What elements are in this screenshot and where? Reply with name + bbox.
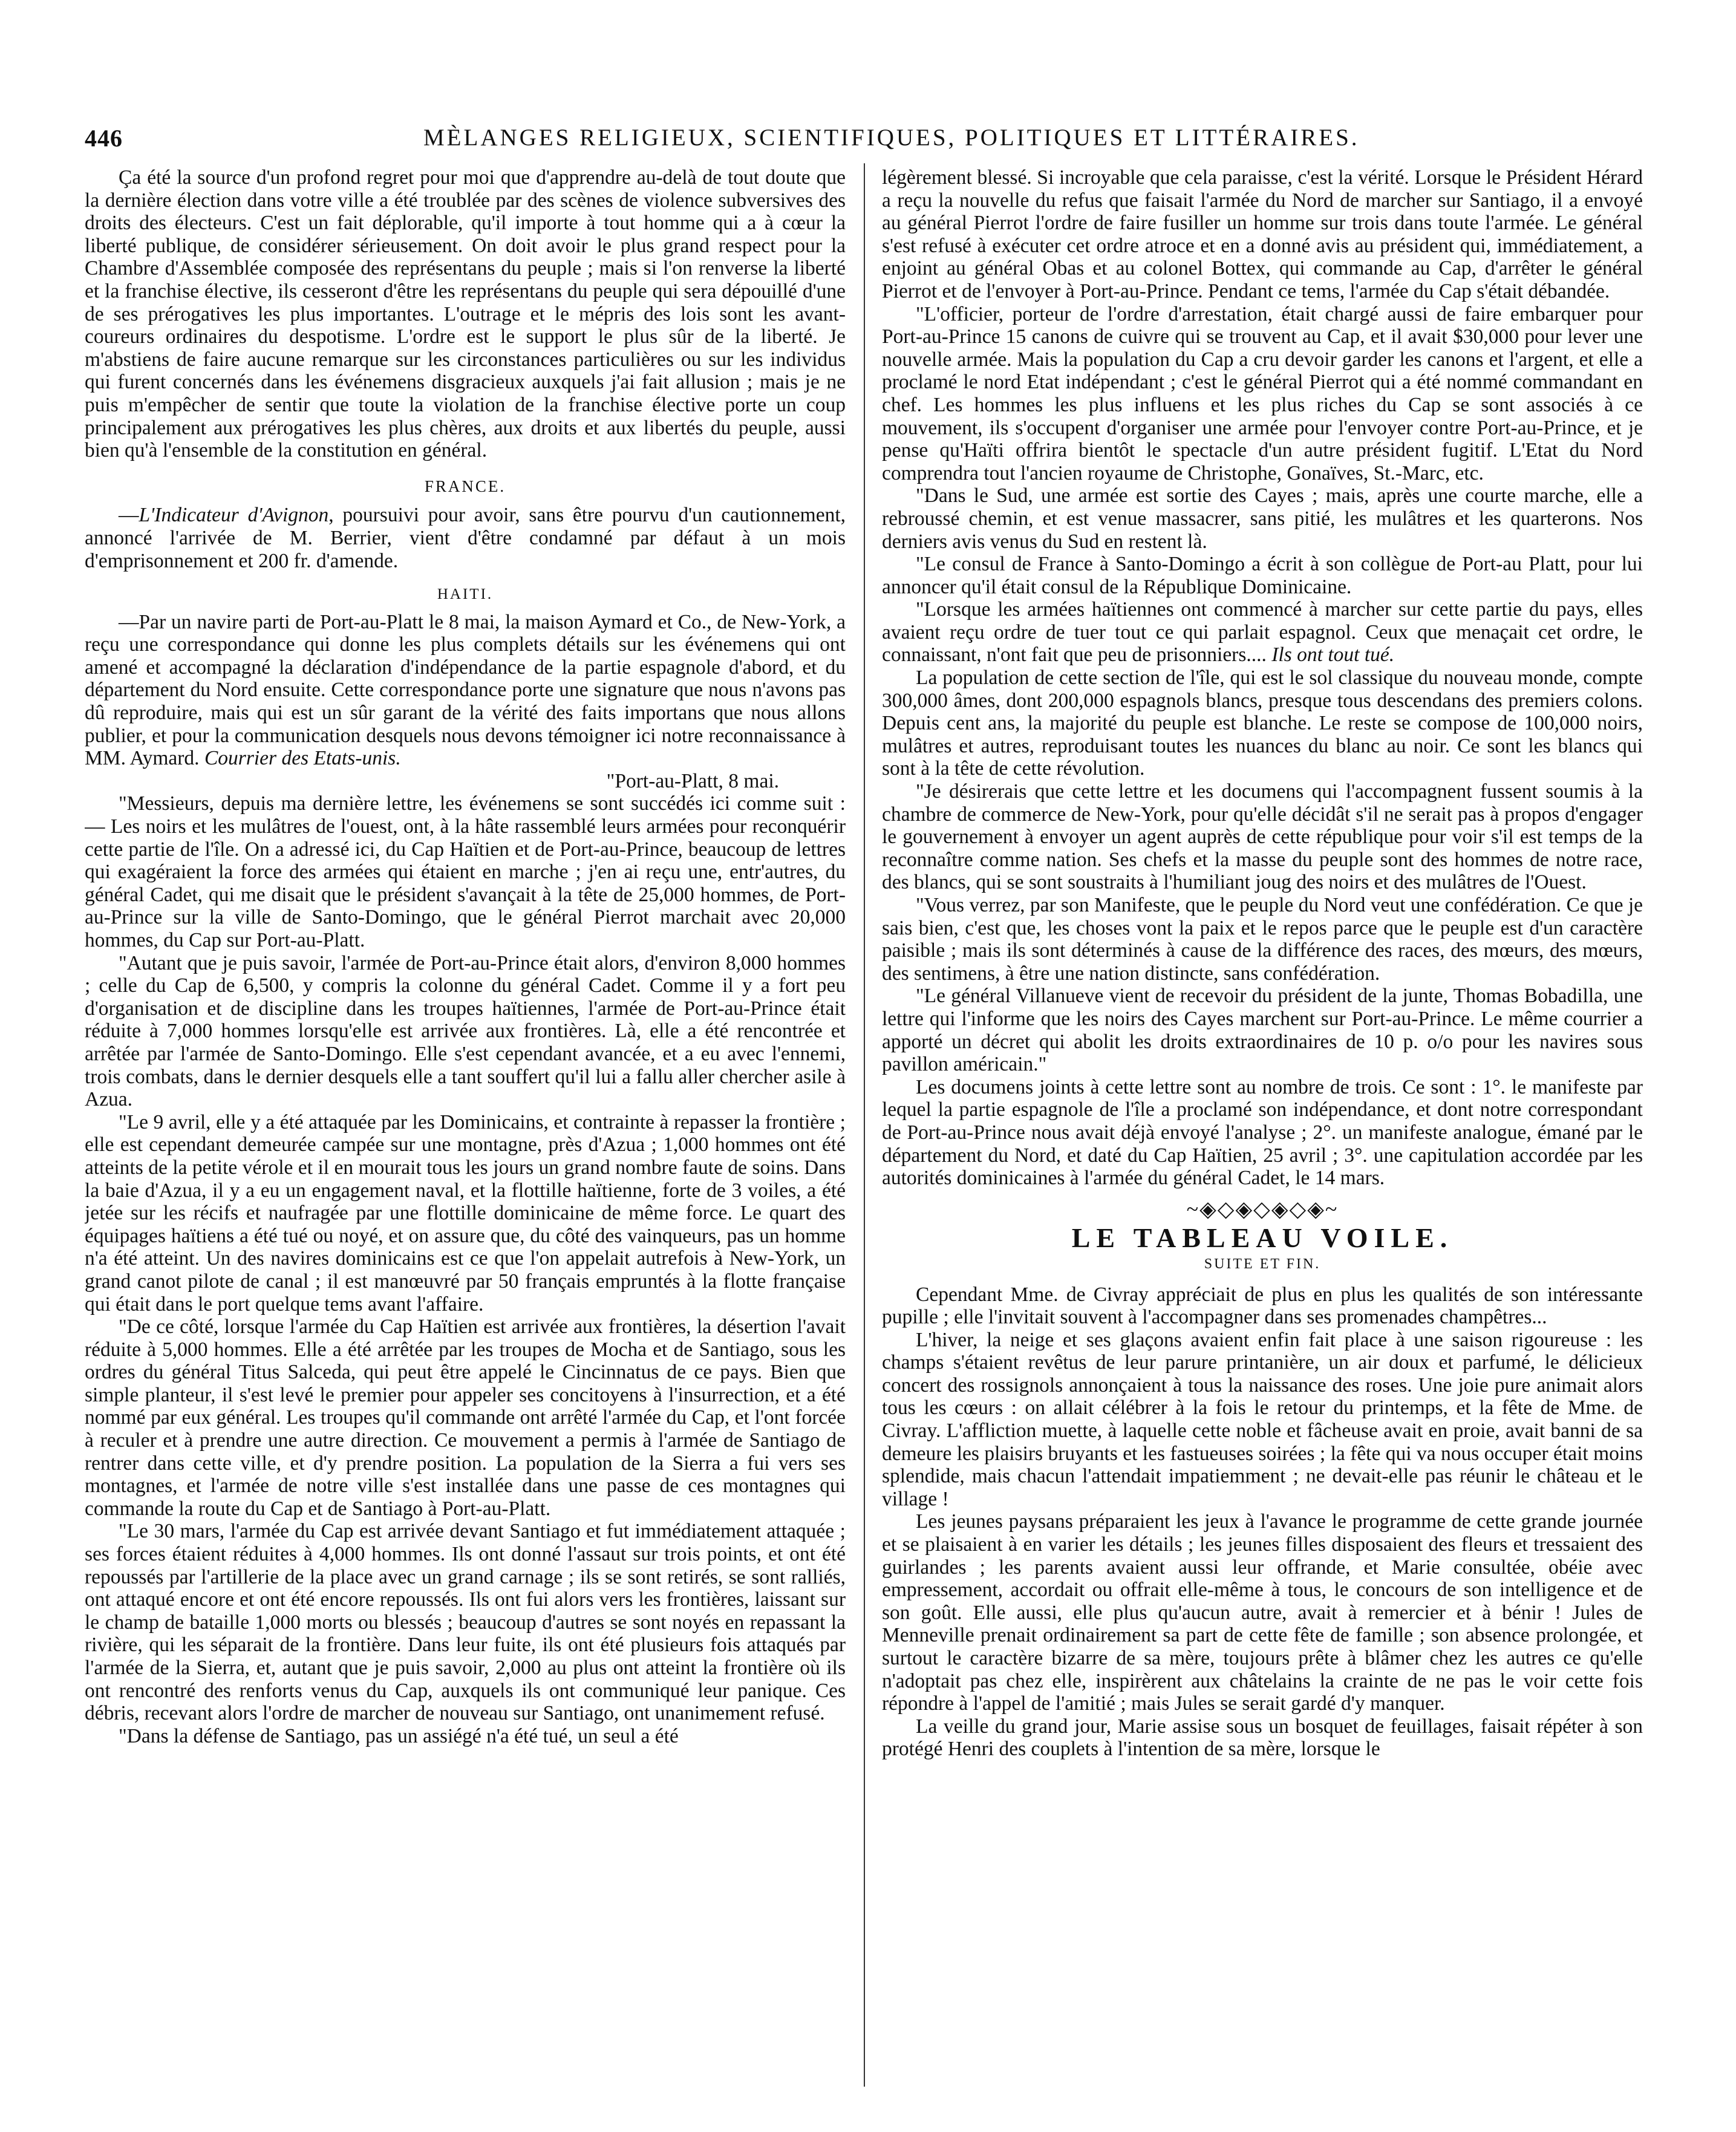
haiti-intro-text: —Par un navire parti de Port-au-Platt le 8 mai, la maison Aymard et Co., de New-York, a reçu une correspondance qui donne les plus complets détails sur les événemens qui ont amené et accompagné la déclaration d'indépendance de la partie espagnole d'abord, et du département du Nord ensuite. Cette correspondance porte une signature que nous n'avons pas dû reproduire, mais qui est un sûr garant de la vérité des faits importans que nous allons publier, et pour la communication desquels nous devons témoigner ici notre reconnaissance à MM. Aymard.: [85, 610, 846, 770]
letter-paragraph: "Le consul de France à Santo-Domingo a écrit à son collègue de Port-au Platt, pour lui annoncer qu'il était consul de la République Dominicaine.: [882, 553, 1643, 598]
page-number: 446: [85, 125, 123, 152]
story-subtitle: SUITE ET FIN.: [1204, 1256, 1321, 1272]
france-text: , poursuivi pour avoir, sans être pourvu d'un cautionnement, annoncé l'arrivée de M. Berrier, vient d'être condamné par défaut à un mois d'emprisonnement et 200 fr. d'amende.: [85, 504, 846, 572]
letter-paragraph: "Vous verrez, par son Manifeste, que le peuple du Nord veut une confédération. Ce que je sais bien, c'est que, les choses vont la paix et le repos parce que le peuple est d'un caractère paisible ; mais ils sont déterminés à cause de la différence des races, des mœurs, des mœurs, des sentimens, à être une nation distincte, sans confédération.: [882, 894, 1643, 985]
italic-phrase: Ils ont tout tué.: [1271, 644, 1395, 667]
page-header: [85, 124, 1645, 158]
column-divider: [864, 163, 865, 2087]
letter-paragraph: "Je désirerais que cette lettre et les documens qui l'accompagnent fussent soumis à la chambre de commerce de New-York, pour qu'elle décidât s'il ne serait pas à propos d'engager le gouvernement à envoyer un agent auprès de cette république pour voir s'il est temps de la reconnaître comme nation. Ses chefs et la masse du peuple sont des hommes de notre race, des blancs, qui se sont soustraits à l'humiliant joug des noirs et des mulâtres de l'Ouest.: [882, 780, 1643, 894]
letter-paragraph: [882, 598, 1643, 667]
article-paragraph: Les documens joints à cette lettre sont au nombre de trois. Ce sont : 1°. le manifeste par lequel la partie espagnole de l'île a proclamé son indépendance, et dont notre correspondant de Port-au-Prince nous avait déjà envoyé l'analyse ; 2°. un manifeste analogue, émané par le département du Nord, et daté du Cap Haïtien, 25 avril ; 3°. une capitulation accordée par les autorités dominicaines à l'armée du général Cadet, le 14 mars.: [882, 1075, 1643, 1190]
dateline: "Port-au-Platt, 8 mai.: [606, 769, 779, 792]
letter-text: "Lorsque les armées haïtiennes ont commencé à marcher sur cette partie du pays, elles avaient reçu ordre de tuer tout ce qui parlait espagnol. Ceux que menaçait cet ordre, le connaissant, n'ont fait que peu de prisonniers....: [882, 598, 1643, 667]
letter-paragraph: légèrement blessé. Si incroyable que cela paraisse, c'est la vérité. Lorsque le Président Hérard a reçu la nouvelle du refus que faisait l'armée du Nord de marcher sur Santiago, il a envoyé au général Pierrot l'ordre de faire fusiller un homme sur trois dans toute l'armée. Le général s'est refusé à exécuter cet ordre atroce et en a donné avis au président qui, immédiatement, a enjoint au général Obas et au colonel Bottex, qui commande au Cap, d'arrêter le général Pierrot et de l'envoyer à Port-au-Prince. Pendant ce tems, l'armée du Cap s'était débandée.: [882, 166, 1643, 302]
section-heading-france: FRANCE.: [424, 477, 506, 495]
section-heading-haiti: HAITI.: [437, 586, 494, 603]
right-column: [882, 166, 1643, 2090]
letter-paragraph: "L'officier, porteur de l'ordre d'arrestation, était chargé aussi de faire embarquer pour Port-au-Prince 15 canons de cuivre qui se trouvent au Cap, et il avait $30,000 pour lever une nouvelle armée. Mais la population du Cap a cru devoir garder les canons et l'argent, et elle a proclamé le nord Etat indépendant ; c'est le général Pierrot qui a été nommé commandant en chef. Les hommes les plus influens et les plus riches du Cap se sont associés à ce mouvement, ils s'occupent d'organiser une armée pour l'envoyer contre Port-au-Prince, et je pense qu'Haïti offrira bientôt le spectacle d'un autre président fugitif. L'Etat du Nord comprendra tout l'ancien royaume de Christophe, Gonaïves, St.-Marc, etc.: [882, 302, 1643, 484]
article-paragraph: La population de cette section de l'île, qui est le sol classique du nouveau monde, compte 300,000 âmes, dont 200,000 espagnols blancs, presque tous descendans des premiers colons. Depuis cent ans, la majorité du peuple est blanche. Le reste se compose de 100,000 noirs, mulâtres et autres, reproduisant toutes les nuances du blanc au noir. Ce sont les blancs qui sont à la tête de cette révolution.: [882, 667, 1643, 780]
running-title: MÈLANGES RELIGIEUX, SCIENTIFIQUES, POLITIQUES ET LITTÉRAIRES.: [423, 125, 1360, 151]
story-title: LE TABLEAU VOILE.: [1071, 1222, 1454, 1254]
left-column: [85, 166, 846, 2090]
letter-paragraph: "De ce côté, lorsque l'armée du Cap Haïtien est arrivée aux frontières, la désertion l'avait réduite à 5,000 hommes. Elle a été arrêtée par les troupes de Mocha et de Santiago, sous les ordres du général Titus Salceda, qui peut être appelé le Cincinnatus de ce pays. Bien que simple planteur, il s'est levé le premier pour appeler ses concitoyens à l'insurrection, et a été nommé par eux général. Les troupes qu'il commande ont arrêté l'armée du Cap, et l'ont forcée à reculer et à prendre une autre direction. Ce mouvement a permis à l'armée de Santiago de rentrer dans cette ville, et d'y prendre position. La population de la Sierra a fui vers ses montagnes, et l'armée de notre ville s'est installée dans une passe de ces montagnes qui commande la route du Cap et de Santiago à Port-au-Platt.: [85, 1315, 846, 1520]
story-paragraph: L'hiver, la neige et ses glaçons avaient enfin fait place à une saison rigoureuse : les champs s'étaient revêtus de leur parure printanière, un air doux et parfumé, le délicieux concert des rossignols annonçaient à tous la naissance des roses. Une joie pure animait alors tous les cœurs : on allait célébrer à la fois le retour du printemps, et la fête de Mme. de Civray. L'affliction muette, à laquelle cette noble et fâcheuse avait en proie, avait banni de sa demeure les plaisirs bruyants et les fastueuses soirées ; la fête qui va nous occuper était moins splendide, mais chacun l'attendait impatiemment ; ne devait-elle pas réunir le château et le village !: [882, 1328, 1643, 1510]
letter-paragraph: "Le 9 avril, elle y a été attaquée par les Dominicains, et contrainte à repasser la frontière ; elle est cependant demeurée campée sur une montagne, près d'Azua ; 1,000 hommes ont été atteints de la petite vérole et il en mourait tous les jours un grand nombre faute de soins. Dans la baie d'Azua, il y a eu un engagement naval, et la flottille haïtienne, forte de 3 voiles, a été jetée sur les récifs et naufragée par une flottille dominicaine de même force. Le quart des équipages haïtiens a été tué ou noyé, et on assure que, du côté des vainqueurs, pas un homme n'a été atteint. Un des navires dominicains est ce que l'on appelait autrefois à New-York, un grand canot pilote de canal ; il est manœuvré par 50 français empruntés à la flotte française qui était dans le port quelque tems avant l'affaire.: [85, 1110, 846, 1315]
journal-name: L'Indicateur d'Avignon: [139, 504, 329, 527]
france-article: —L'Indicateur d'Avignon, poursuivi pour avoir, sans être pourvu d'un cautionnement, annoncé l'arrivée de M. Berrier, vient d'être condamné par défaut à un mois d'emprisonnement et 200 fr. d'amende.: [85, 504, 846, 572]
haiti-intro: [85, 611, 846, 770]
story-paragraph: Cependant Mme. de Civray appréciait de plus en plus les qualités de son intéressante pupille ; elle l'invitait souvent à l'accompagner dans ses promenades champêtres...: [882, 1283, 1643, 1329]
letter-paragraph: "Messieurs, depuis ma dernière lettre, les événemens se sont succédés ici comme suit : — Les noirs et les mulâtres de l'ouest, ont, à la hâte rassemblé leurs armées pour reconquérir cette partie de l'île. On a adressé ici, du Cap Haïtien et de Port-au-Prince, beaucoup de lettres qui exagéraient la force des armées qui étaient en marche ; j'en ai reçu une, entr'autres, du général Cadet, qui me disait que le président s'avançait à la tête de 25,000 hommes, de Port-au-Prince sur la ville de Santo-Domingo, que le général Pierrot marchait avec 20,000 hommes, du Cap sur Port-au-Platt.: [85, 792, 846, 951]
intro-paragraph: Ça été la source d'un profond regret pour moi que d'apprendre au-delà de tout doute que la dernière élection dans votre ville a été troublée par des scènes de violence subversives des droits des électeurs. C'est un fait déplorable, qu'il importe à tout homme qui a à cœur la liberté publique, de considérer sérieusement. On doit avoir le plus grand respect pour la Chambre d'Assemblée composée des représentans du peuple ; mais si l'on renverse la liberté et la franchise élective, ils cesseront d'être les représentans du peuple qui sera dépouillé d'une de ses prérogatives les plus importantes. L'outrage et le mépris des lois sont les avant-coureurs ordinaires du despotisme. L'ordre est le support le plus sûr de la liberté. Je m'abstiens de faire aucune remarque sur les circonstances particulières ou sur les individus qui furent concernés dans les événemens disgracieux auxquels j'ai fait allusion ; mais je ne puis m'empêcher de sentir que toute la violation de la franchise élective porte un coup principalement aux prérogatives les plus chères, aux droits et aux libertés du peuple, aussi bien qu'à l'ensemble de la constitution en général.: [85, 166, 846, 462]
letter-paragraph: "Le général Villanueve vient de recevoir du président de la junte, Thomas Bobadilla, une lettre qui l'informe que les noirs des Cayes marchent sur Port-au-Prince. Le même courrier a apporté un décret qui abolit les droits extraordinaires de 10 p. o/o pour les navires sous pavillon américain.": [882, 985, 1643, 1076]
letter-paragraph: "Dans la défense de Santiago, pas un assiégé n'a été tué, un seul a été: [119, 1724, 679, 1747]
story-paragraph: Les jeunes paysans préparaient les jeux à l'avance le programme de cette grande journée et se plaisaient à en varier les détails ; les jeunes filles disposaient des fleurs et tressaient des guirlandes ; les parents avaient aussi leur offrande, et Marie consultée, obéie avec empressement, accordait ou offrait elle-même à tous, le concours de son intelligence et de son goût. Elle aussi, elle plus qu'aucun autre, avait à remercier et à bénir ! Jules de Menneville prenait ordinairement sa part de cette fête de famille ; son absence prolongée, et surtout le caractère bizarre de sa mère, toujours prête à blâmer chez les autres ce qu'elle n'adoptait pas chez elle, inspirèrent aux châtelains la crainte de ne pas le voir cette fois répondre à l'appel de l'amitié ; mais Jules se serait gardé d'y manquer.: [882, 1510, 1643, 1715]
letter-paragraph: "Le 30 mars, l'armée du Cap est arrivée devant Santiago et fut immédiatement attaquée ; ses forces étaient réduites à 4,000 hommes. Ils ont donné l'assaut sur trois points, et ont été repoussés par l'artillerie de la place avec un grand carnage ; ils se sont retirés, se sont ralliés, ont attaqué encore et ont été encore repoussés. Ils ont fui alors vers les frontières, laissant sur le champ de bataille 1,000 morts ou blessés ; beaucoup d'autres se sont noyés en repassant la rivière, qui les séparait de la frontière. Dans leur fuite, ils ont été plusieurs fois attaqués par l'armée de la Sierra, et, autant que je puis savoir, 2,000 au plus ont atteint la frontière où ils ont rencontré des renforts venus du Cap, auxquels ils ont communiqué leur panique. Ces débris, recevant alors l'ordre de marcher de nouveau sur Santiago, ont unanimement refusé.: [85, 1520, 846, 1725]
letter-paragraph: "Autant que je puis savoir, l'armée de Port-au-Prince était alors, d'environ 8,000 hommes ; celle du Cap de 6,500, y compris la colonne du général Cadet. Comme il y a fort peu d'organisation et de discipline dans les troupes haïtiennes, l'armée de Port-au-Prince était réduite à 7,000 hommes lorsqu'elle est arrivée aux frontières. Là, elle a été rencontrée et arrêtée par l'armée de Santo-Domingo. Elle s'est cependant avancée, et a eu avec l'ennemi, trois combats, dans le dernier desquels elle a tant souffert qu'il lui a fallu aller chercher asile à Azua.: [85, 951, 846, 1111]
story-paragraph: La veille du grand jour, Marie assise sous un bosquet de feuillages, faisait répéter à son protégé Henri des couplets à l'intention de sa mère, lorsque le: [882, 1715, 1643, 1761]
ornamental-divider: ~◈◇◈◇◈◇◈~: [1186, 1196, 1339, 1221]
haiti-source: Courrier des Etats-unis.: [204, 747, 401, 770]
letter-paragraph: "Dans le Sud, une armée est sortie des Cayes ; mais, après une courte marche, elle a rebroussé chemin, et est venue massacrer, sans pitié, les mulâtres et les quarterons. Nos derniers avis venus du Sud en restent là.: [882, 484, 1643, 553]
